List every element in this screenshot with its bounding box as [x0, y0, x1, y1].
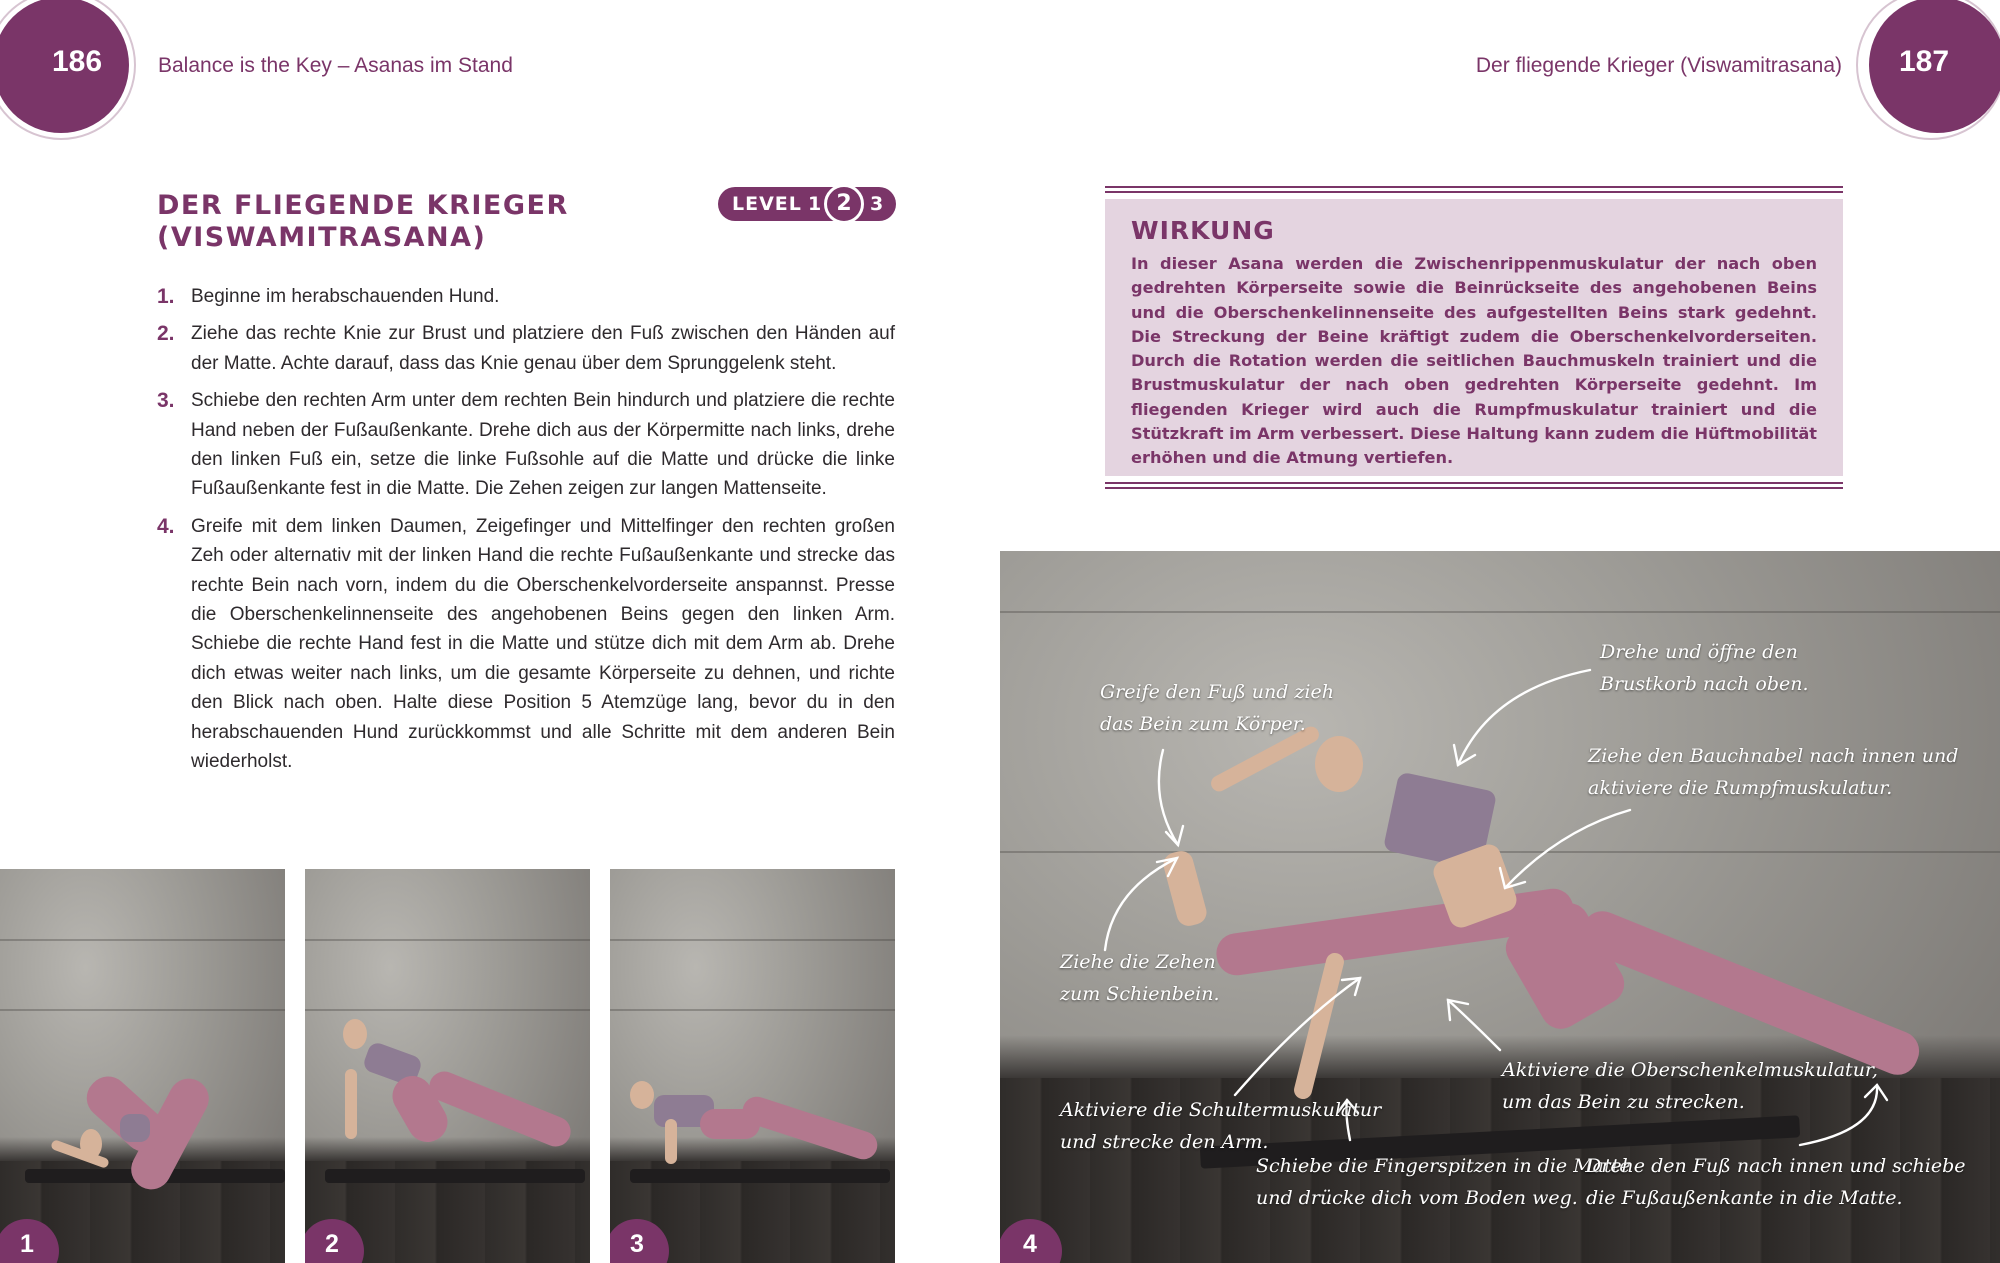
photo-number-4: 4 — [1000, 1219, 1062, 1263]
exercise-title-line2: (VISWAMITRASANA) — [157, 222, 487, 253]
wirkung-text: In dieser Asana werden die Zwischenrippenmuskulatur der nach oben gedrehten Körperseite sowie die Beinrückseite des angehobenen Beins und die Oberschenkelinnenseite des aufgestellten Beins stark gedehnt. Die Streckung der Beine kräftigt zudem die Oberschenkelvorderseiten. Durch die Rotation werden die seitlichen Bauchmuskeln trainiert und die Brustmuskulatur der nach oben gedrehten Körperseite gedehnt. Im fliegenden Krieger wird auch die Rumpfmuskulatur trainiert und die Stützkraft im Arm verbessert. Diese Haltung kann zudem die Hüftmobilität erhöhen und die Atmung vertiefen. — [1131, 254, 1817, 468]
step-number: 3. — [157, 389, 175, 413]
running-head-right: Der fliegende Krieger (Viswamitrasana) — [1475, 54, 1842, 77]
annotation-grab-foot: Greife den Fuß und zieh das Bein zum Körper. — [1100, 681, 1334, 735]
exercise-title-line1: DER FLIEGENDE KRIEGER — [157, 190, 569, 221]
wirkung-title: WIRKUNG — [1131, 216, 1275, 245]
page-number-right: 187 — [1899, 45, 1950, 78]
step-text: Ziehe das rechte Knie zur Brust und platziere den Fuß zwischen den Händen auf der Matte. Achte darauf, dass das Knie genau über dem Sprunggelenk steht. — [191, 323, 895, 374]
annotation-shoulder: Aktiviere die Schultermuskulatur und strecke den Arm. — [1060, 1099, 1382, 1153]
step-text: Schiebe den rechten Arm unter dem rechten Bein hindurch und platziere die rechte Hand neben der Fußaußenkante. Drehe dich aus der Körpermitte nach links, drehe den linken Fuß ein, setze die linke Fußsohle auf die Matte und drücke die linke Fußaußenkante fest in die Matte. Die Zehen zeigen zur langen Mattenseite. — [191, 390, 895, 500]
step-number: 1. — [157, 285, 175, 308]
annotation-thigh: Aktiviere die Oberschenkelmuskulatur, um das Bein zu strecken. — [1502, 1059, 1878, 1113]
photo-number-1: 1 — [0, 1219, 59, 1263]
level-option-3: 3 — [870, 193, 884, 215]
step-number: 4. — [157, 514, 175, 538]
step-text: Beginne im herabschauenden Hund. — [191, 286, 500, 307]
annotation-toes: Ziehe die Zehen zum Schienbein. — [1060, 951, 1220, 1005]
annotation-fingertips: Schiebe die Fingerspitzen in die Matte und drücke dich vom Boden weg. — [1256, 1155, 1631, 1209]
annotation-turn-foot: Drehe den Fuß nach innen und schiebe die Fußaußenkante in die Matte. — [1586, 1155, 1966, 1209]
photo-number-2: 2 — [305, 1219, 364, 1263]
page-number-left: 186 — [52, 45, 103, 78]
step-text: Greife mit dem linken Daumen, Zeigefinger und Mittelfinger den rechten großen Zeh oder alternativ mit der linken Hand die rechte Fußaußenkante und strecke das rechte Bein nach vorn, indem du die Oberschenkelvorderseite anspannst. Presse die Oberschenkelinnenseite des angehobenen Beins gegen den linken Arm. Schiebe die rechte Hand fest in die Matte und stütze dich mit dem Arm ab. Drehe dich etwas weiter nach links, um die gesamte Körperseite zu dehnen, und richte den Blick nach oben. Halte diese Position 5 Atemzüge lang, bevor du in den herabschauenden Hund zurückkommst und alle Schritte mit dem anderen Bein wiederholst. — [191, 515, 895, 773]
level-label: LEVEL — [732, 193, 802, 215]
photo-number-3: 3 — [610, 1219, 669, 1263]
running-head-left: Balance is the Key – Asanas im Stand — [158, 54, 513, 77]
annotation-core: Ziehe den Bauchnabel nach innen und aktiviere die Rumpfmuskulatur. — [1588, 745, 1959, 799]
annotation-open-chest: Drehe und öffne den Brustkorb nach oben. — [1600, 641, 1809, 695]
level-option-1: 1 — [808, 193, 822, 215]
step-number: 2. — [157, 322, 175, 346]
level-option-2-active: 2 — [824, 184, 864, 224]
